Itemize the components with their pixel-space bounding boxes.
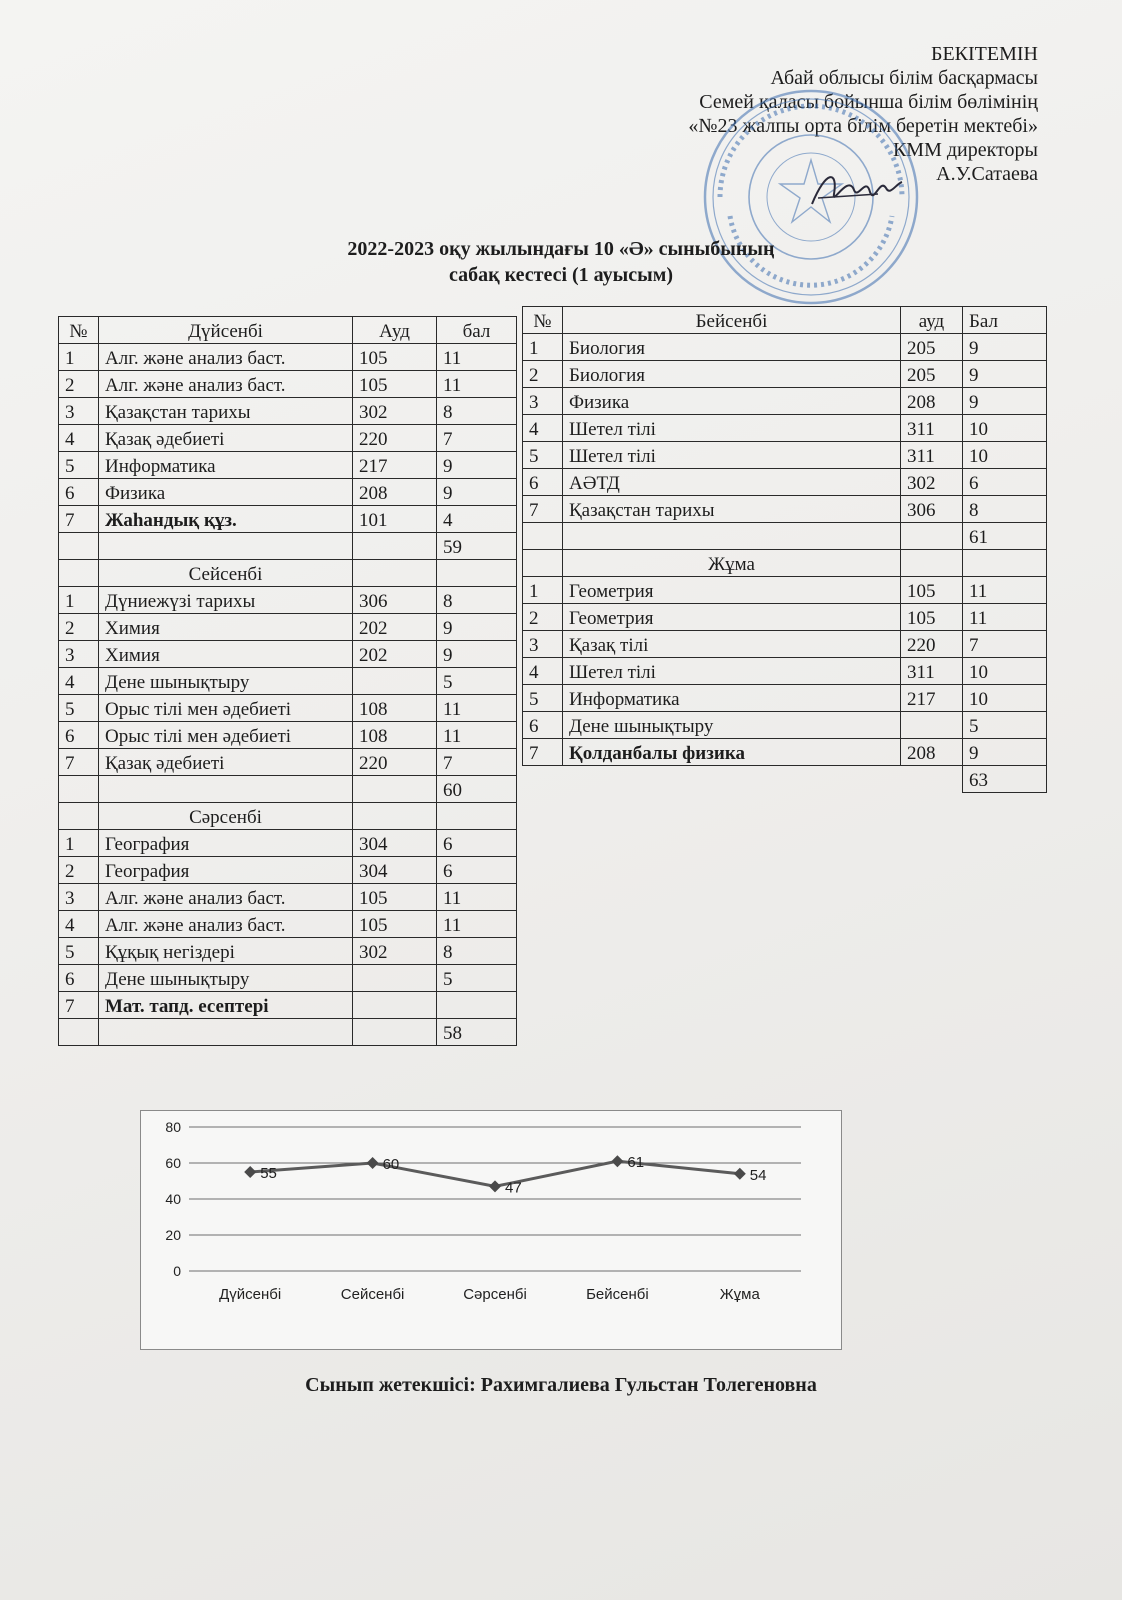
- lesson-room: 105: [901, 604, 963, 631]
- data-point: [611, 1155, 623, 1167]
- table-row: [59, 992, 517, 1019]
- lesson-subject: Физика: [99, 479, 353, 506]
- lesson-number: 5: [523, 685, 563, 712]
- table-row: [59, 911, 517, 938]
- lesson-number: 7: [59, 506, 99, 533]
- lesson-number: 5: [59, 452, 99, 479]
- lesson-subject: Қазақ әдебиеті: [99, 749, 353, 776]
- lesson-points: 7: [963, 631, 1047, 658]
- day-total: 61: [963, 523, 1047, 550]
- table-row: [59, 668, 517, 695]
- x-tick-label: Сәрсенбі: [463, 1286, 527, 1303]
- lesson-subject: Химия: [99, 614, 353, 641]
- day-name: Жұма: [563, 550, 901, 577]
- lesson-subject: Биология: [563, 361, 901, 388]
- lesson-room: [901, 712, 963, 739]
- lesson-number: 6: [523, 712, 563, 739]
- lesson-points: 5: [963, 712, 1047, 739]
- lesson-points: 9: [963, 739, 1047, 766]
- lesson-points: 8: [437, 938, 517, 965]
- approval-line-2: Абай облысы білім басқармасы: [770, 67, 1038, 89]
- lesson-number: 2: [59, 614, 99, 641]
- table-row: [59, 722, 517, 749]
- table-row-total: [523, 766, 1047, 793]
- lesson-points: 9: [963, 361, 1047, 388]
- lesson-room: 311: [901, 415, 963, 442]
- schedule-table-left: [58, 316, 517, 1046]
- director-name: А.У.Сатаева: [936, 163, 1038, 185]
- lesson-subject: Қазақстан тарихы: [99, 398, 353, 425]
- lesson-number: 5: [523, 442, 563, 469]
- day-header-row: [59, 560, 517, 587]
- table-row: [523, 658, 1047, 685]
- table-row: [59, 938, 517, 965]
- lesson-number: 1: [523, 577, 563, 604]
- schedule-table-right: [522, 306, 1047, 793]
- lesson-points: 9: [437, 479, 517, 506]
- lesson-points: 7: [437, 749, 517, 776]
- header-number: №: [59, 317, 99, 344]
- tuesday-lessons: [59, 587, 517, 776]
- lesson-room: 217: [901, 685, 963, 712]
- lesson-subject: Шетел тілі: [563, 442, 901, 469]
- table-row: [59, 695, 517, 722]
- monday-lessons: [59, 344, 517, 533]
- table-row: [523, 604, 1047, 631]
- lesson-points: 11: [963, 577, 1047, 604]
- lesson-subject: Қазақ тілі: [563, 631, 901, 658]
- approval-line-3: Семей қаласы бойынша білім бөлімінің: [699, 91, 1038, 113]
- lesson-room: 302: [353, 398, 437, 425]
- day-header-row: [59, 803, 517, 830]
- lesson-points: 10: [963, 415, 1047, 442]
- lesson-number: 4: [59, 425, 99, 452]
- table-row: [59, 641, 517, 668]
- data-point: [489, 1180, 501, 1192]
- lesson-points: 8: [963, 496, 1047, 523]
- lesson-number: 7: [523, 496, 563, 523]
- lesson-subject: Алг. және анализ баст.: [99, 911, 353, 938]
- lesson-subject: География: [99, 830, 353, 857]
- table-row: [523, 577, 1047, 604]
- table-row-total: [523, 523, 1047, 550]
- table-row: [59, 749, 517, 776]
- lesson-points: 9: [963, 334, 1047, 361]
- lesson-room: 304: [353, 857, 437, 884]
- lesson-subject: Алг. және анализ баст.: [99, 884, 353, 911]
- lesson-room: 202: [353, 614, 437, 641]
- data-label: 61: [627, 1154, 645, 1172]
- lesson-points: 10: [963, 442, 1047, 469]
- lesson-room: 220: [901, 631, 963, 658]
- lesson-subject: Геометрия: [563, 604, 901, 631]
- table-row: [523, 685, 1047, 712]
- x-tick-label: Сейсенбі: [340, 1286, 405, 1303]
- table-row: [523, 712, 1047, 739]
- lesson-room: [353, 668, 437, 695]
- lesson-room: 304: [353, 830, 437, 857]
- day-total: 59: [437, 533, 517, 560]
- header-room: ауд: [901, 307, 963, 334]
- table-row: [59, 965, 517, 992]
- lesson-points: 4: [437, 506, 517, 533]
- table-row: [523, 739, 1047, 766]
- document-title: [0, 236, 1122, 288]
- lesson-subject: Жаһандық құз.: [99, 506, 353, 533]
- table-row: [59, 830, 517, 857]
- data-point: [244, 1166, 256, 1178]
- lesson-room: 220: [353, 425, 437, 452]
- lesson-points: 9: [437, 641, 517, 668]
- lesson-points: 11: [437, 911, 517, 938]
- table-row: [59, 884, 517, 911]
- lesson-number: 3: [523, 631, 563, 658]
- table-row-total: [59, 1019, 517, 1046]
- lesson-points: 11: [437, 722, 517, 749]
- lesson-room: 208: [901, 388, 963, 415]
- lesson-subject: Орыс тілі мен әдебиеті: [99, 722, 353, 749]
- lesson-room: 302: [901, 469, 963, 496]
- lesson-number: 6: [59, 722, 99, 749]
- lesson-number: 2: [59, 857, 99, 884]
- lesson-number: 7: [59, 749, 99, 776]
- data-label: 60: [382, 1156, 400, 1173]
- lesson-points: 5: [437, 965, 517, 992]
- lesson-subject: Шетел тілі: [563, 415, 901, 442]
- lesson-subject: Алг. және анализ баст.: [99, 344, 353, 371]
- lesson-subject: Орыс тілі мен әдебиеті: [99, 695, 353, 722]
- data-label: 47: [505, 1179, 522, 1197]
- wednesday-lessons: [59, 830, 517, 1019]
- day-header-row: [523, 550, 1047, 577]
- data-point: [367, 1157, 379, 1169]
- lesson-room: [353, 965, 437, 992]
- lesson-points: 11: [437, 884, 517, 911]
- day-total: 58: [437, 1019, 517, 1046]
- day-total: 63: [963, 766, 1047, 793]
- lesson-points: 11: [963, 604, 1047, 631]
- table-header-row: [523, 307, 1047, 334]
- lesson-room: 302: [353, 938, 437, 965]
- lesson-subject: Қазақ әдебиеті: [99, 425, 353, 452]
- y-tick-label: 60: [165, 1155, 181, 1171]
- lesson-number: 2: [523, 361, 563, 388]
- lesson-number: 4: [523, 658, 563, 685]
- y-tick-label: 40: [165, 1191, 181, 1207]
- lesson-room: 105: [353, 884, 437, 911]
- table-row: [523, 442, 1047, 469]
- lesson-room: 306: [353, 587, 437, 614]
- lesson-number: 1: [59, 830, 99, 857]
- lesson-points: 10: [963, 658, 1047, 685]
- lesson-subject: Дене шынықтыру: [99, 965, 353, 992]
- day-name: Сәрсенбі: [99, 803, 353, 830]
- lesson-number: 3: [59, 398, 99, 425]
- table-row: [59, 587, 517, 614]
- lesson-room: 108: [353, 695, 437, 722]
- lesson-points: 8: [437, 587, 517, 614]
- table-row: [59, 344, 517, 371]
- lesson-number: 1: [523, 334, 563, 361]
- lesson-room: 217: [353, 452, 437, 479]
- table-row: [59, 857, 517, 884]
- lesson-subject: Қазақстан тарихы: [563, 496, 901, 523]
- x-tick-label: Дүйсенбі: [219, 1286, 282, 1303]
- data-label: 55: [260, 1165, 277, 1182]
- lesson-points: [437, 992, 517, 1019]
- header-room: Ауд: [353, 317, 437, 344]
- header-points: Бал: [963, 307, 1047, 334]
- lesson-room: 205: [901, 361, 963, 388]
- lesson-subject: Химия: [99, 641, 353, 668]
- lesson-room: 108: [353, 722, 437, 749]
- table-row-total: [59, 533, 517, 560]
- lesson-subject: Информатика: [563, 685, 901, 712]
- lesson-room: 202: [353, 641, 437, 668]
- lesson-points: 11: [437, 344, 517, 371]
- lesson-points: 9: [437, 614, 517, 641]
- lesson-points: 9: [437, 452, 517, 479]
- header-day: Бейсенбі: [563, 307, 901, 334]
- x-tick-label: Жұма: [719, 1286, 760, 1303]
- thursday-lessons: [523, 334, 1047, 523]
- lesson-subject: Физика: [563, 388, 901, 415]
- lesson-room: 306: [901, 496, 963, 523]
- lesson-number: 6: [523, 469, 563, 496]
- lesson-number: 1: [59, 344, 99, 371]
- table-row: [59, 452, 517, 479]
- lesson-number: 7: [59, 992, 99, 1019]
- lesson-subject: Шетел тілі: [563, 658, 901, 685]
- title-line-1: 2022-2023 оқу жылындағы 10 «Ә» сыныбының: [347, 238, 775, 260]
- chart-svg: [141, 1111, 841, 1349]
- lesson-number: 4: [59, 668, 99, 695]
- data-label: 54: [749, 1166, 767, 1184]
- lesson-number: 6: [59, 965, 99, 992]
- table-row: [523, 334, 1047, 361]
- table-row: [523, 388, 1047, 415]
- class-teacher: Сынып жетекшісі: Рахимгалиева Гульстан Толегеновна: [305, 1374, 817, 1396]
- lesson-subject: Геометрия: [563, 577, 901, 604]
- table-row: [523, 631, 1047, 658]
- lesson-room: 311: [901, 442, 963, 469]
- header-number: №: [523, 307, 563, 334]
- table-row: [59, 614, 517, 641]
- day-name: Сейсенбі: [99, 560, 353, 587]
- lesson-room: 105: [353, 371, 437, 398]
- table-row: [59, 398, 517, 425]
- lesson-points: 6: [437, 830, 517, 857]
- lesson-room: 205: [901, 334, 963, 361]
- table-row-total: [59, 776, 517, 803]
- y-tick-label: 80: [165, 1119, 181, 1135]
- x-tick-label: Бейсенбі: [586, 1286, 649, 1303]
- lesson-number: 3: [523, 388, 563, 415]
- lesson-room: 105: [353, 911, 437, 938]
- lesson-number: 2: [59, 371, 99, 398]
- lesson-room: 208: [353, 479, 437, 506]
- lesson-number: 6: [59, 479, 99, 506]
- lesson-room: 208: [901, 739, 963, 766]
- lesson-number: 5: [59, 938, 99, 965]
- table-row: [523, 361, 1047, 388]
- lesson-points: 8: [437, 398, 517, 425]
- table-row: [523, 496, 1047, 523]
- table-row: [59, 479, 517, 506]
- friday-lessons: [523, 577, 1047, 766]
- lesson-points: 10: [963, 685, 1047, 712]
- header-points: бал: [437, 317, 517, 344]
- director-signature: [808, 164, 904, 212]
- lesson-number: 4: [59, 911, 99, 938]
- lesson-number: 4: [523, 415, 563, 442]
- lesson-number: 2: [523, 604, 563, 631]
- table-row: [523, 469, 1047, 496]
- lesson-subject: АӘТД: [563, 469, 901, 496]
- lesson-subject: Дене шынықтыру: [563, 712, 901, 739]
- lesson-room: [353, 992, 437, 1019]
- data-point: [734, 1168, 746, 1180]
- lesson-subject: Биология: [563, 334, 901, 361]
- approval-line-1: БЕКІТЕМІН: [930, 43, 1038, 65]
- lesson-number: 3: [59, 884, 99, 911]
- lesson-points: 6: [963, 469, 1047, 496]
- lesson-room: 220: [353, 749, 437, 776]
- lesson-room: 101: [353, 506, 437, 533]
- lesson-points: 11: [437, 695, 517, 722]
- lesson-subject: Информатика: [99, 452, 353, 479]
- day-total: 60: [437, 776, 517, 803]
- y-tick-label: 0: [173, 1263, 181, 1279]
- approval-line-5: КММ директоры: [892, 139, 1038, 161]
- lesson-number: 1: [59, 587, 99, 614]
- points-line-chart: [140, 1110, 842, 1350]
- lesson-room: 105: [901, 577, 963, 604]
- lesson-subject: Мат. тапд. есептері: [99, 992, 353, 1019]
- header-day: Дүйсенбі: [99, 317, 353, 344]
- table-header-row: [59, 317, 517, 344]
- table-row: [59, 371, 517, 398]
- lesson-points: 5: [437, 668, 517, 695]
- y-tick-label: 20: [165, 1227, 181, 1243]
- table-row: [523, 415, 1047, 442]
- lesson-points: 6: [437, 857, 517, 884]
- lesson-points: 11: [437, 371, 517, 398]
- lesson-number: 7: [523, 739, 563, 766]
- lesson-number: 3: [59, 641, 99, 668]
- lesson-number: 5: [59, 695, 99, 722]
- lesson-subject: Құқық негіздері: [99, 938, 353, 965]
- table-row: [59, 506, 517, 533]
- table-row: [59, 425, 517, 452]
- lesson-subject: Дүниежүзі тарихы: [99, 587, 353, 614]
- lesson-room: 311: [901, 658, 963, 685]
- lesson-subject: Дене шынықтыру: [99, 668, 353, 695]
- approval-line-4: «№23 жалпы орта білім беретін мектебі»: [688, 115, 1038, 137]
- lesson-subject: Қолданбалы физика: [563, 739, 901, 766]
- lesson-points: 9: [963, 388, 1047, 415]
- lesson-subject: География: [99, 857, 353, 884]
- lesson-points: 7: [437, 425, 517, 452]
- title-line-2: сабақ кестесі (1 ауысым): [448, 264, 674, 286]
- lesson-room: 105: [353, 344, 437, 371]
- lesson-subject: Алг. және анализ баст.: [99, 371, 353, 398]
